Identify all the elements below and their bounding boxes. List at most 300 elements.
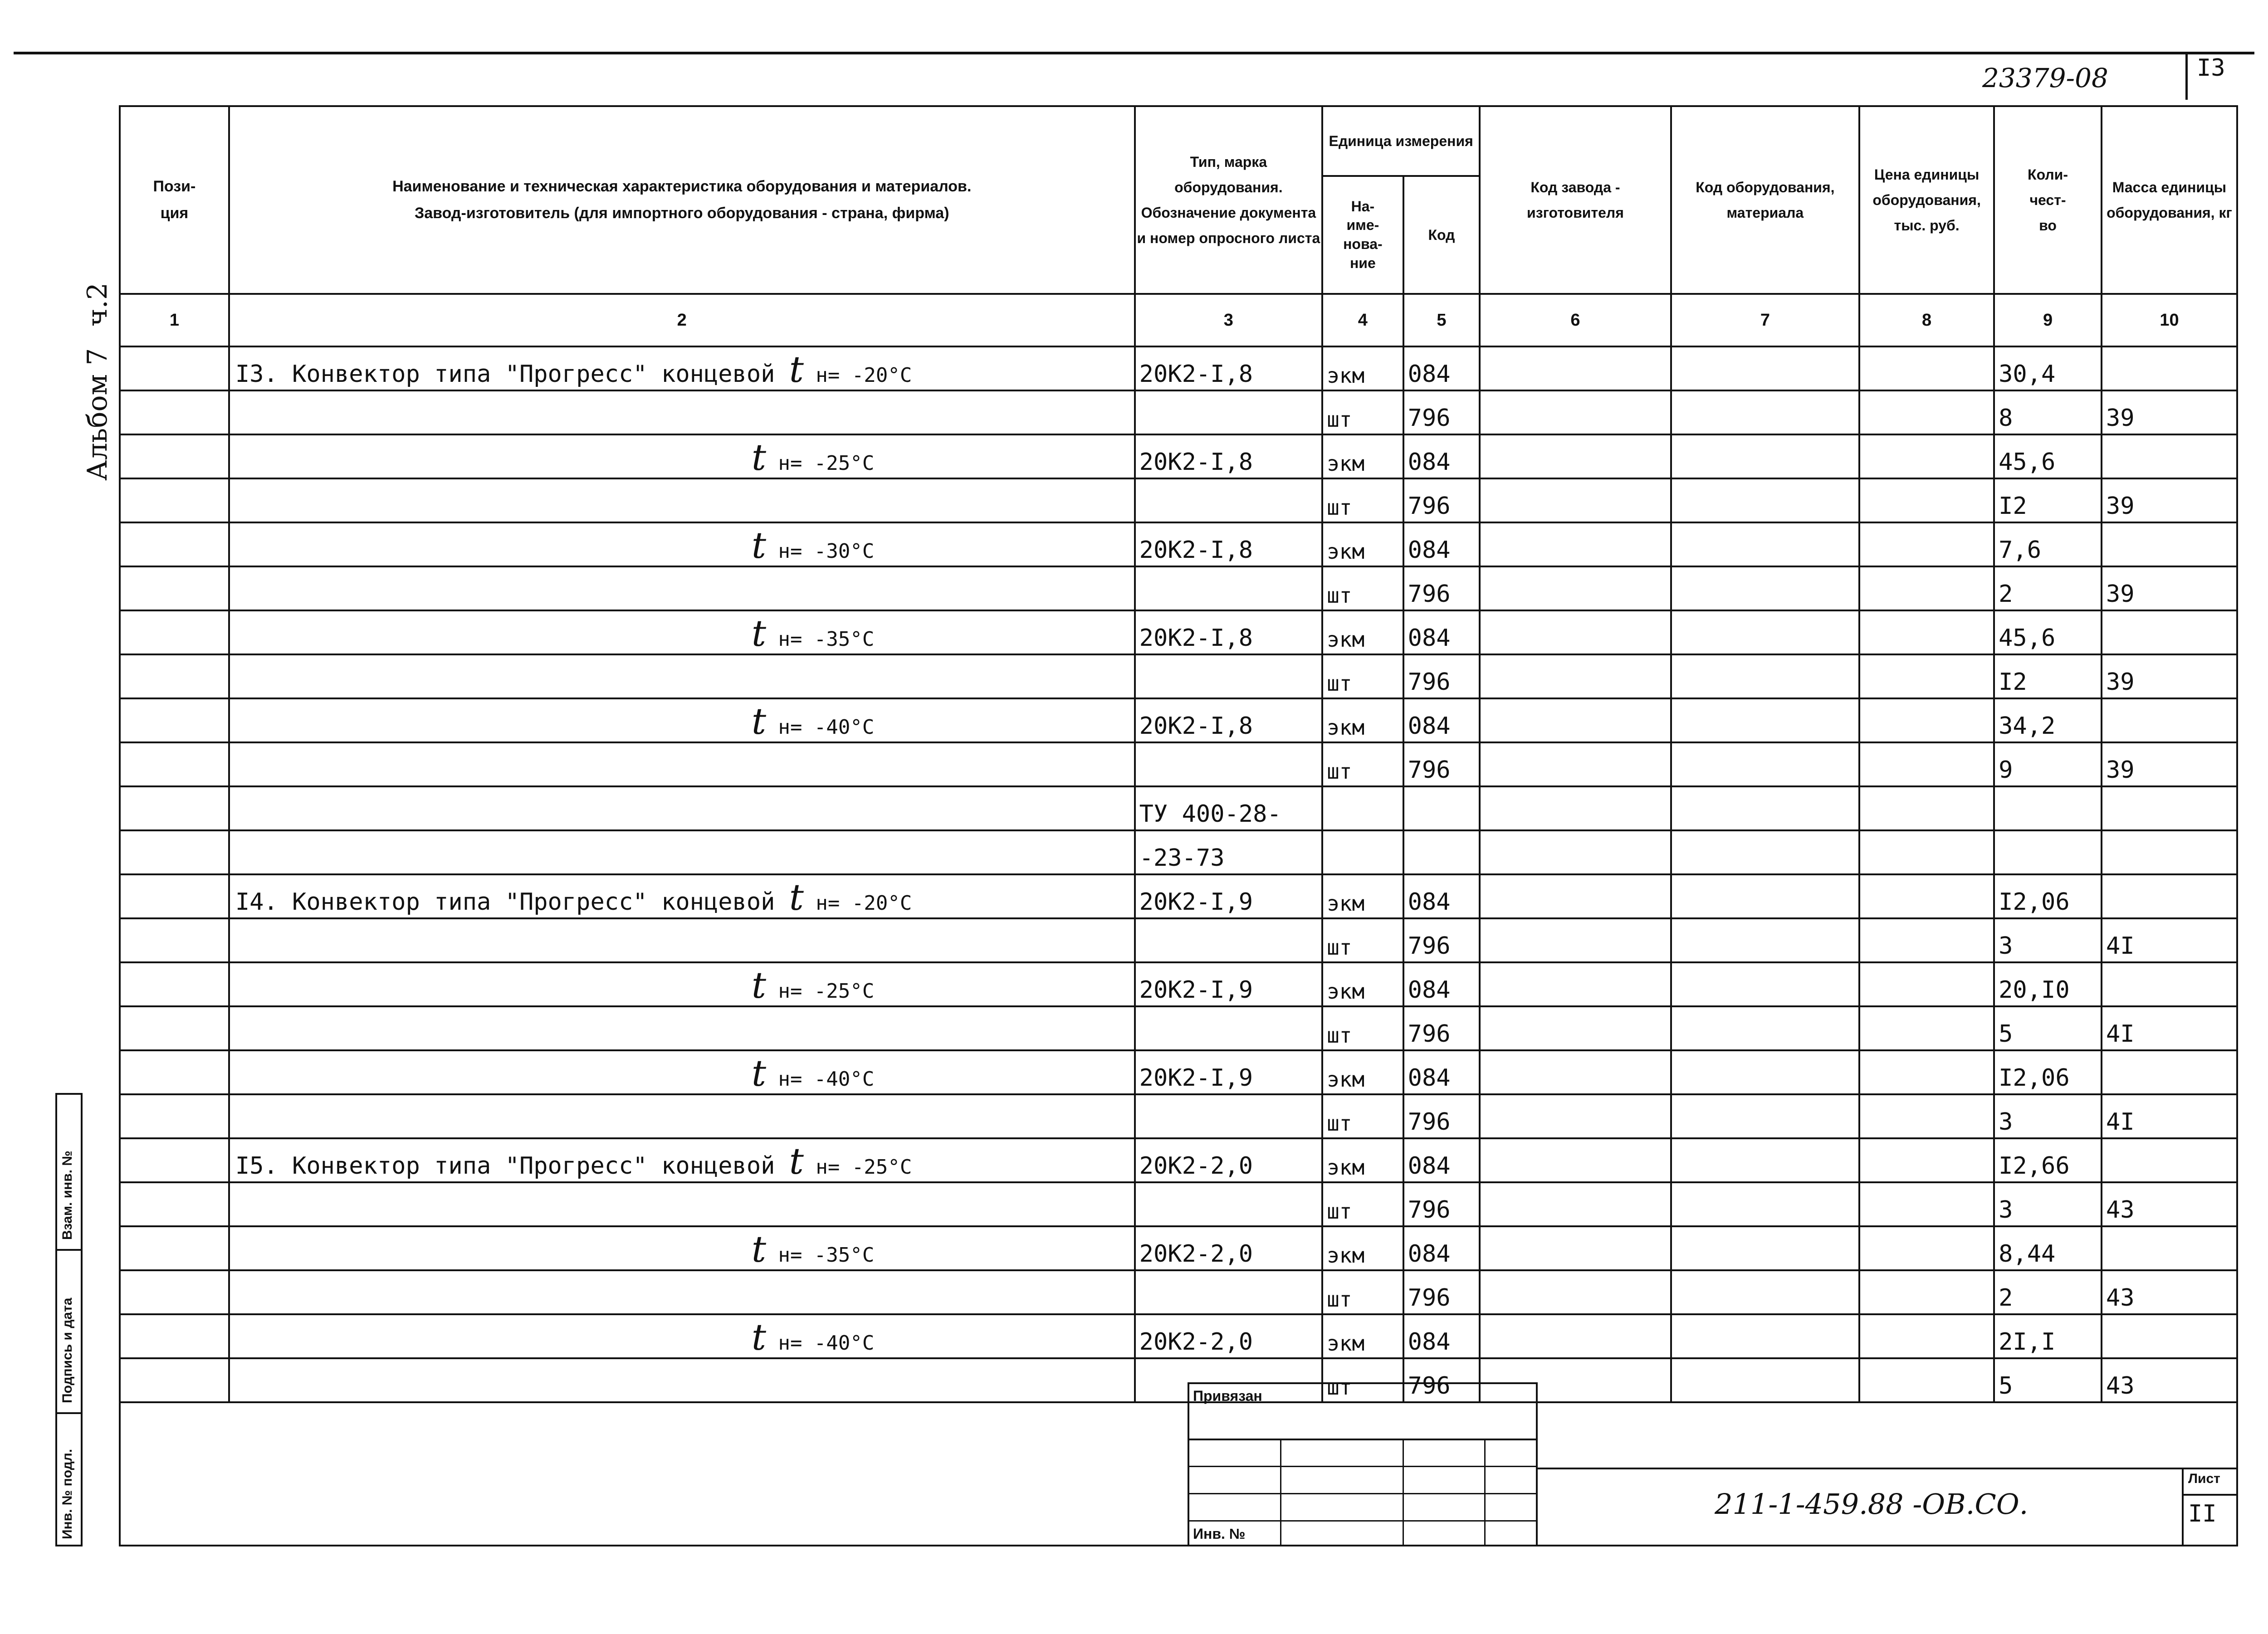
name-cell [229,522,1135,566]
unit-code-cell: 084 [1403,434,1480,478]
temperature-symbol: t [751,1052,766,1094]
mass-cell [2102,1314,2237,1358]
header-name-line1: Наименование и техническая характеристика оборудования и материалов. [392,177,972,195]
name-cell [229,698,1135,742]
position-cell [120,478,229,522]
position-cell [120,390,229,434]
quantity-cell: I2,66 [1994,1138,2102,1182]
position-cell [120,566,229,610]
position-cell [120,522,229,566]
name-cell [229,610,1135,654]
column-number: 1 [120,294,229,346]
table-row [120,522,2237,566]
quantity-cell: I2,06 [1994,874,2102,918]
temperature-value: н= -30°С [766,540,875,563]
unit-name-cell: экм [1322,522,1403,566]
quantity-cell: 45,6 [1994,434,2102,478]
quantity-cell [1994,786,2102,830]
quantity-cell: I2,06 [1994,1050,2102,1094]
unit-name-cell: шт [1322,742,1403,786]
mass-cell [2102,962,2237,1006]
name-cell [229,786,1135,830]
unit-code-cell: 084 [1403,610,1480,654]
equipment-code-cell [1671,1314,1859,1358]
unit-name-cell: шт [1322,1270,1403,1314]
type-cell [1135,1270,1322,1314]
factory-code-cell [1480,566,1671,610]
price-cell [1859,522,1994,566]
factory-code-cell [1480,1138,1671,1182]
table-row [120,874,2237,918]
type-cell [1135,1006,1322,1050]
price-cell [1859,566,1994,610]
price-cell [1859,962,1994,1006]
temperature-symbol: t [789,1140,804,1182]
mass-cell: 43 [2102,1182,2237,1226]
quantity-cell: I2 [1994,478,2102,522]
sheet-label: Лист [2188,1471,2220,1486]
equipment-code-cell [1671,830,1859,874]
mass-cell [2102,698,2237,742]
temperature-value: н= -25°С [766,980,875,1003]
quantity-cell: 3 [1994,918,2102,962]
column-numbers-row [120,294,2237,346]
column-number: 9 [1994,294,2102,346]
type-cell: 20К2-2,0 [1135,1226,1322,1270]
table-row [120,654,2237,698]
quantity-cell: 30,4 [1994,346,2102,390]
header-unit-code: Код [1403,176,1480,294]
name-cell [229,962,1135,1006]
position-cell [120,1182,229,1226]
unit-code-cell: 084 [1403,962,1480,1006]
price-cell [1859,1270,1994,1314]
equipment-code-cell [1671,1050,1859,1094]
factory-code-cell [1480,962,1671,1006]
unit-name-cell: шт [1322,1182,1403,1226]
type-cell [1135,742,1322,786]
price-cell [1859,1226,1994,1270]
mass-cell: 39 [2102,390,2237,434]
temperature-value: н= -20°С [803,364,912,387]
position-cell [120,742,229,786]
unit-name-cell [1322,830,1403,874]
side-label-replace: Взам. инв. № [60,1151,75,1240]
unit-code-cell: 796 [1403,1094,1480,1138]
factory-code-cell [1480,1050,1671,1094]
position-cell [120,434,229,478]
price-cell [1859,742,1994,786]
header-unit-name: На- име- нова- ние [1322,176,1403,294]
position-cell [120,1270,229,1314]
unit-name-cell: экм [1322,1314,1403,1358]
table-row [120,390,2237,434]
type-cell: 20К2-I,9 [1135,962,1322,1006]
price-cell [1859,698,1994,742]
type-cell [1135,566,1322,610]
mass-cell [2102,1050,2237,1094]
type-cell: 20К2-I,8 [1135,434,1322,478]
header-mass: Масса единицы оборудования, кг [2102,106,2237,294]
top-document-number: 23379-08 [1982,63,2108,93]
equipment-code-cell [1671,918,1859,962]
equipment-code-cell [1671,478,1859,522]
temperature-value: н= -40°С [766,1068,875,1091]
position-cell [120,1138,229,1182]
equipment-code-cell [1671,566,1859,610]
table-row [120,1006,2237,1050]
unit-name-cell: экм [1322,1226,1403,1270]
quantity-cell: 3 [1994,1182,2102,1226]
quantity-cell: 20,I0 [1994,962,2102,1006]
table-row [120,1226,2237,1270]
table-row [120,1314,2237,1358]
temperature-value: н= -25°С [803,1156,912,1179]
temperature-symbol: t [751,612,766,654]
name-cell [229,830,1135,874]
quantity-cell: 45,6 [1994,610,2102,654]
price-cell [1859,346,1994,390]
unit-name-cell: шт [1322,918,1403,962]
quantity-cell: 3 [1994,1094,2102,1138]
name-cell [229,1006,1135,1050]
mass-cell: 4I [2102,1006,2237,1050]
price-cell [1859,1094,1994,1138]
top-rule [14,52,2254,54]
position-cell [120,698,229,742]
equipment-code-cell [1671,390,1859,434]
type-cell: -23-73 [1135,830,1322,874]
name-cell [229,874,1135,918]
position-cell [120,654,229,698]
unit-name-cell: шт [1322,1358,1403,1402]
mass-cell: 4I [2102,918,2237,962]
factory-code-cell [1480,830,1671,874]
table-row [120,1270,2237,1314]
type-cell: 20К2-I,8 [1135,610,1322,654]
equipment-code-cell [1671,786,1859,830]
type-cell: 20К2-I,8 [1135,698,1322,742]
table-row [120,742,2237,786]
position-cell [120,610,229,654]
position-cell [120,1226,229,1270]
name-cell [229,918,1135,962]
quantity-cell: 5 [1994,1358,2102,1402]
temperature-value: н= -40°С [766,716,875,739]
factory-code-cell [1480,1094,1671,1138]
unit-name-cell: шт [1322,566,1403,610]
position-cell [120,1006,229,1050]
quantity-cell: 2 [1994,566,2102,610]
column-number: 6 [1480,294,1671,346]
price-cell [1859,1314,1994,1358]
unit-name-cell: экм [1322,1050,1403,1094]
unit-code-cell [1403,786,1480,830]
temperature-symbol: t [751,436,766,478]
unit-name-cell: шт [1322,1006,1403,1050]
factory-code-cell [1480,434,1671,478]
temperature-symbol: t [751,524,766,566]
price-cell [1859,1138,1994,1182]
name-cell [229,346,1135,390]
top-page-number: I3 [2185,54,2253,100]
equipment-code-cell [1671,962,1859,1006]
position-cell [120,874,229,918]
unit-code-cell: 796 [1403,1182,1480,1226]
temperature-symbol: t [751,964,766,1006]
name-cell [229,1314,1135,1358]
column-number: 3 [1135,294,1322,346]
position-cell [120,1094,229,1138]
name-cell [229,654,1135,698]
factory-code-cell [1480,786,1671,830]
equipment-code-cell [1671,654,1859,698]
mass-cell: 43 [2102,1270,2237,1314]
factory-code-cell [1480,918,1671,962]
temperature-symbol: t [751,1316,766,1358]
header-name-line2: Завод-изготовитель (для импортного оборудования - страна, фирма) [414,205,949,222]
quantity-cell: 2 [1994,1270,2102,1314]
equipment-code-cell [1671,1270,1859,1314]
temperature-value: н= -40°С [766,1332,875,1355]
header-equipment-code: Код оборудования, материала [1671,106,1859,294]
factory-code-cell [1480,698,1671,742]
factory-code-cell [1480,742,1671,786]
factory-code-cell [1480,610,1671,654]
table-row [120,698,2237,742]
mass-cell: 39 [2102,478,2237,522]
unit-code-cell: 084 [1403,346,1480,390]
price-cell [1859,654,1994,698]
album-label: Альбом 7 [82,348,113,481]
mass-cell [2102,522,2237,566]
factory-code-cell [1480,522,1671,566]
table-row [120,830,2237,874]
type-cell: 20К2-2,0 [1135,1314,1322,1358]
type-cell: ТУ 400-28- [1135,786,1322,830]
table-row [120,1050,2237,1094]
name-cell [229,434,1135,478]
side-label-signature: Подпись и дата [60,1297,75,1403]
stamp-title: Привязан [1193,1388,1262,1404]
mass-cell [2102,830,2237,874]
column-number: 8 [1859,294,1994,346]
unit-code-cell: 796 [1403,478,1480,522]
mass-cell: 39 [2102,654,2237,698]
unit-code-cell: 796 [1403,1006,1480,1050]
table-row [120,918,2237,962]
factory-code-cell [1480,390,1671,434]
table-row [120,610,2237,654]
binding-stamp [1188,1382,1538,1546]
position-cell [120,1050,229,1094]
table-row [120,346,2237,390]
type-cell: 20К2-2,0 [1135,1138,1322,1182]
temperature-symbol: t [751,1228,766,1270]
temperature-value: н= -35°С [766,628,875,651]
price-cell [1859,478,1994,522]
specification-table [119,105,2238,1403]
unit-name-cell: шт [1322,654,1403,698]
quantity-cell: 9 [1994,742,2102,786]
quantity-cell [1994,830,2102,874]
header-name [229,106,1135,294]
name-cell [229,742,1135,786]
price-cell [1859,1050,1994,1094]
item-name: I3. Конвектор типа "Прогресс" концевой [235,361,789,388]
column-number: 10 [2102,294,2237,346]
position-cell [120,830,229,874]
equipment-code-cell [1671,1182,1859,1226]
price-cell [1859,610,1994,654]
type-cell: 20К2-I,9 [1135,874,1322,918]
unit-code-cell: 084 [1403,1314,1480,1358]
sheet-box [2182,1468,2238,1546]
side-label-inv: Инв. № подл. [60,1449,75,1539]
position-cell [120,1314,229,1358]
item-name: I4. Конвектор типа "Прогресс" концевой [235,888,789,916]
unit-code-cell: 084 [1403,1138,1480,1182]
unit-name-cell: экм [1322,698,1403,742]
mass-cell [2102,434,2237,478]
unit-name-cell: шт [1322,1094,1403,1138]
position-cell [120,918,229,962]
name-cell [229,1094,1135,1138]
header-type: Тип, марка оборудования. Обозначение документа и номер опросного листа [1135,106,1322,294]
quantity-cell: 2I,I [1994,1314,2102,1358]
stamp-inv-label: Инв. № [1193,1526,1246,1542]
equipment-code-cell [1671,742,1859,786]
header-unit-group: Единица измерения [1322,106,1480,176]
equipment-code-cell [1671,698,1859,742]
unit-name-cell: экм [1322,610,1403,654]
unit-code-cell: 084 [1403,698,1480,742]
unit-name-cell: экм [1322,962,1403,1006]
mass-cell: 43 [2102,1358,2237,1402]
table-row [120,1182,2237,1226]
column-number: 2 [229,294,1135,346]
equipment-code-cell [1671,1094,1859,1138]
quantity-cell: I2 [1994,654,2102,698]
price-cell [1859,918,1994,962]
type-cell: 20К2-I,9 [1135,1050,1322,1094]
unit-code-cell: 796 [1403,742,1480,786]
price-cell [1859,1182,1994,1226]
table-body [120,346,2237,1402]
mass-cell [2102,610,2237,654]
quantity-cell: 34,2 [1994,698,2102,742]
unit-name-cell [1322,786,1403,830]
temperature-value: н= -20°С [803,892,912,915]
price-cell [1859,830,1994,874]
mass-cell: 39 [2102,566,2237,610]
equipment-code-cell [1671,346,1859,390]
name-cell [229,1050,1135,1094]
unit-code-cell: 084 [1403,1226,1480,1270]
name-cell [229,1226,1135,1270]
unit-code-cell: 796 [1403,390,1480,434]
item-name: I5. Конвектор типа "Прогресс" концевой [235,1152,789,1180]
table-row [120,434,2237,478]
quantity-cell: 5 [1994,1006,2102,1050]
factory-code-cell [1480,1270,1671,1314]
price-cell [1859,1006,1994,1050]
unit-code-cell: 084 [1403,874,1480,918]
header-price: Цена единицы оборудования, тыс. руб. [1859,106,1994,294]
mass-cell [2102,786,2237,830]
price-cell [1859,786,1994,830]
equipment-code-cell [1671,434,1859,478]
name-cell [229,1138,1135,1182]
column-number: 4 [1322,294,1403,346]
table-row [120,786,2237,830]
column-number: 5 [1403,294,1480,346]
equipment-code-cell [1671,1226,1859,1270]
price-cell [1859,874,1994,918]
table-row [120,1094,2237,1138]
unit-name-cell: экм [1322,434,1403,478]
temperature-symbol: t [789,348,804,390]
quantity-cell: 8 [1994,390,2102,434]
header-quantity: Коли- чест- во [1994,106,2102,294]
name-cell [229,1270,1135,1314]
table-row [120,566,2237,610]
equipment-code-cell [1671,1006,1859,1050]
factory-code-cell [1480,1182,1671,1226]
equipment-code-cell [1671,610,1859,654]
factory-code-cell [1480,1226,1671,1270]
unit-code-cell: 796 [1403,918,1480,962]
mass-cell [2102,1138,2237,1182]
factory-code-cell [1480,1314,1671,1358]
unit-code-cell: 084 [1403,522,1480,566]
factory-code-cell [1480,346,1671,390]
type-cell [1135,1182,1322,1226]
unit-code-cell: 796 [1403,566,1480,610]
mass-cell: 39 [2102,742,2237,786]
type-cell [1135,478,1322,522]
document-code: 211-1-459.88 -ОВ.СО. [1715,1488,2028,1521]
left-stamp-strip [55,1093,83,1546]
name-cell [229,390,1135,434]
table-row [120,478,2237,522]
position-cell [120,346,229,390]
unit-code-cell: 084 [1403,1050,1480,1094]
unit-name-cell: экм [1322,874,1403,918]
factory-code-cell [1480,874,1671,918]
unit-name-cell: экм [1322,346,1403,390]
table-row [120,962,2237,1006]
factory-code-cell [1480,478,1671,522]
part-label: ч.2 [82,283,113,327]
factory-code-cell [1480,654,1671,698]
unit-code-cell: 796 [1403,1270,1480,1314]
header-factory-code: Код завода - изготовителя [1480,106,1671,294]
temperature-symbol: t [789,876,804,918]
type-cell: 20К2-I,8 [1135,522,1322,566]
table-row [120,1138,2237,1182]
temperature-value: н= -35°С [766,1244,875,1267]
name-cell [229,566,1135,610]
position-cell [120,962,229,1006]
mass-cell: 4I [2102,1094,2237,1138]
temperature-value: н= -25°С [766,452,875,475]
mass-cell [2102,874,2237,918]
equipment-code-cell [1671,1138,1859,1182]
name-cell [229,1182,1135,1226]
type-cell [1135,390,1322,434]
temperature-symbol: t [751,700,766,742]
